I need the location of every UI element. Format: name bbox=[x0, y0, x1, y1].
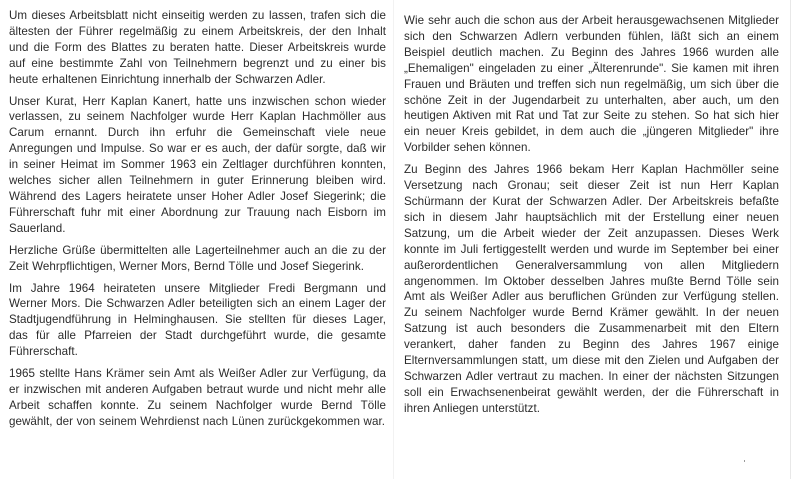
page-edge bbox=[790, 0, 791, 479]
paragraph-aelterenrunde: Wie sehr auch die schon aus der Arbeit herausgewachsenen Mitglieder sich den Schwarzen Adlern verbunden fühlen, läßt sich an einem Beispiel deutlich machen. Zu Beginn des Jahres 1966 wurden alle „Ehemaligen" eingeladen zu einer „Älterenrunde". Sie kamen mit ihren Frauen und Bräuten und treffen sich nun regelmäßig, um sich über die schöne Zeit in der Jugendarbeit zu unterhalten, aber auch, um den heutigen Aktiven mit Rat und Tat zur Seite zu stehen. So hat sich hier ein neuer Kreis gebildet, in dem auch die „jüngeren Mitglieder" ihre Vorbilder sehen können. bbox=[404, 14, 779, 155]
paragraph-1966: Zu Beginn des Jahres 1966 bekam Herr Kaplan Hachmöller seine Versetzung nach Gronau; seit dieser Zeit ist nun Herr Kaplan Schürmann der Kurat der Schwarzen Adler. Der Arbeitskreis befaßte sich in diesem Jahr hauptsächlich mit der Erstellung einer neuen Satzung, um die Arbeit wieder der Zeit anzupassen. Dieses Werk konnte im Juli fertiggestellt werden und wurde im September bei einer außerordentlichen Generalversammlung von allen Mitgliedern angenommen. Im Oktober desselben Jahres mußte Bernd Tölle sein Amt als Weißer Adler aus beruflichen Gründen zur Verfügung stellen. Zu seinem Nachfolger wurde Bernd Krämer gewählt. In der neuen Satzung ist auch besonders die Zusammenarbeit mit den Eltern verankert, daher fanden zu Beginn des Jahres 1967 einige Elternversammlungen statt, um diese mit den Zielen und Aufgaben der Schwarzen Adler vertraut zu machen. In einer der nächsten Sitzungen soll ein Erwachsenenbeirat gewählt werden, der die Führerschaft in ihren Anliegen unterstützt. bbox=[404, 163, 779, 415]
scan-speck bbox=[744, 460, 745, 462]
left-column bbox=[9, 8, 386, 436]
paragraph-1964: Im Jahre 1964 heirateten unsere Mitglieder Fredi Bergmann und Werner Mors. Die Schwarzen Adler beteiligten sich an einem Lager der Stadtjugendführung in Helminghausen. Sie stellten für dieses Lager, das für alle Pfarreien der Stadt durchgeführt wurde, die gesamte Führerschaft. bbox=[9, 281, 386, 359]
column-gutter bbox=[393, 0, 394, 479]
right-column bbox=[404, 8, 779, 423]
paragraph-1965: 1965 stellte Hans Krämer sein Amt als Weißer Adler zur Verfügung, da er inzwischen mit anderen Aufgaben betraut wurde und nicht mehr alle Arbeit schaffen konnte. Zu seinem Nachfolger wurde Bernd Tölle gewählt, der von seinem Wehrdienst nach Lünen zurückgekommen war. bbox=[9, 367, 386, 428]
paragraph-gruesse: Herzliche Grüße übermittelten alle Lagerteilnehmer auch an die zu der Zeit Wehrpflichtigen, Werner Mors, Bernd Tölle und Josef Siegerink. bbox=[9, 243, 386, 273]
paragraph-arbeitskreis: Um dieses Arbeitsblatt nicht einseitig werden zu lassen, trafen sich die ältesten der Führer regelmäßig zu einem Arbeitskreis, der den Inhalt und die Form des Blattes zu beraten hatte. Dieser Arbeitskreis wurde auf eine bestimmte Zahl von Teilnehmern begrenzt und zu einer bis heute erhaltenen Einrichtung innerhalb der Schwarzen Adler. bbox=[9, 9, 386, 86]
paragraph-kurat: Unser Kurat, Herr Kaplan Kanert, hatte uns inzwischen schon wieder verlassen, zu seinem Nachfolger wurde Herr Kaplan Hachmöller aus Carum ernannt. Durch ihn erfuhr die Gemeinschaft viele neue Anregungen und Impulse. So war er es auch, der dafür sorgte, daß wir in seiner Heimat im Sommer 1963 ein Zeltlager durchführen konnten, welches sicher allen Teilnehmern in guter Erinnerung bleiben wird. Während des Lagers heiratete unser Hoher Adler Josef Siegerink; die Führerschaft fuhr mit einer Abordnung zur Trauung nach Eisborn im Sauerland. bbox=[9, 94, 386, 235]
